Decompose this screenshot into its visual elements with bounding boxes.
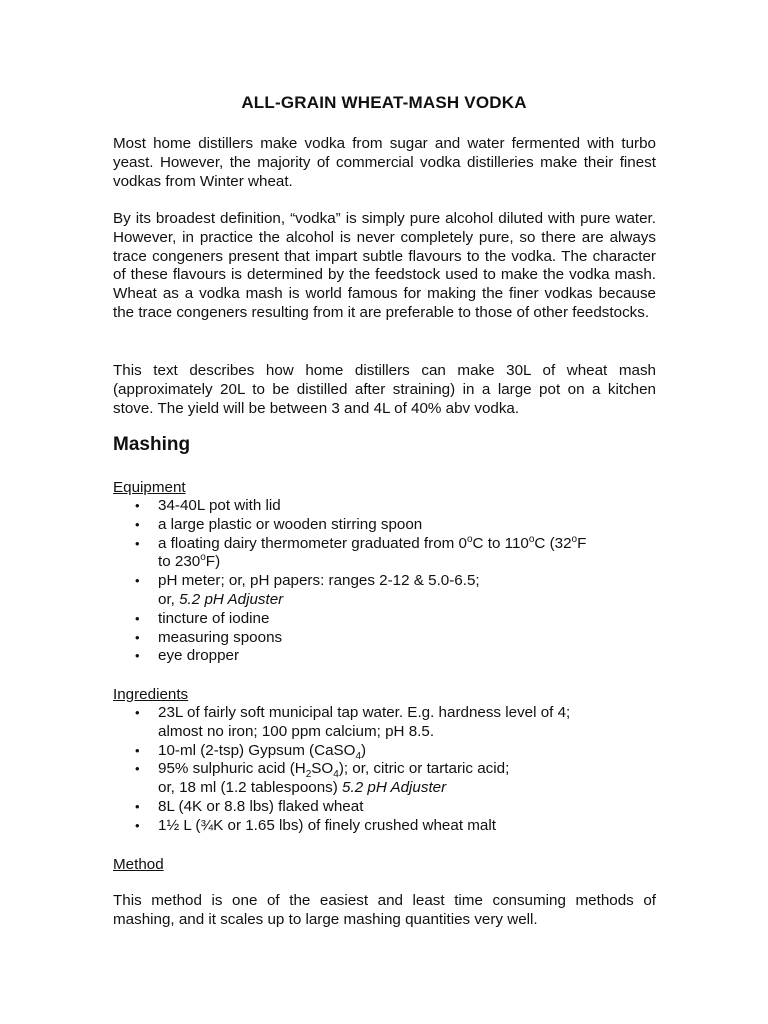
list-item: • pH meter; or, pH papers: ranges 2-12 & 5.0-6.5; or, 5.2 pH Adjuster	[135, 572, 480, 608]
bullet-icon: •	[135, 761, 140, 777]
bullet-icon: •	[135, 648, 140, 664]
equipment-list	[113, 497, 673, 666]
list-item: • 34-40L pot with lid	[135, 497, 281, 514]
bullet-icon: •	[135, 629, 140, 645]
equipment-heading: Equipment	[113, 479, 186, 496]
bullet-icon: •	[135, 535, 140, 551]
list-item: • tincture of iodine	[135, 609, 270, 627]
method-heading: Method	[113, 856, 164, 873]
bullet-icon: •	[135, 817, 140, 833]
bullet-icon: •	[135, 516, 140, 532]
bullet-icon: •	[135, 705, 140, 720]
bullet-icon: •	[135, 798, 140, 814]
list-item: • eye dropper	[135, 647, 240, 665]
intro-paragraph-2: By its broadest definition, “vodka” is simply pure alcohol diluted with pure water. However, in practice the alcohol is never completely pure, so there are always trace congeners present that impart subtle flavours to the vodka. The character of these flavours is determined by the feedstock used to make the vodka mash. Wheat as a vodka mash is world famous for making the finer vodkas because the trace congeners resulting from it are preferable to those of other feedstocks.	[113, 210, 656, 321]
bullet-icon: •	[135, 573, 140, 589]
ingredients-heading: Ingredients	[113, 686, 189, 703]
list-item: • 8L (4K or 8.8 lbs) flaked wheat	[135, 797, 364, 815]
bullet-icon: •	[135, 610, 140, 626]
intro-paragraph-1: Most home distillers make vodka from sugar and water fermented with turbo yeast. However, the majority of commercial vodka distilleries make their finest vodkas from Winter wheat.	[113, 135, 656, 190]
list-item: • 1½ L (¾K or 1.65 lbs) of finely crushed wheat malt	[135, 816, 496, 834]
bullet-icon: •	[135, 742, 140, 758]
list-item: • 95% sulphuric acid $(H_2SO_4)$; or, citric or tartaric acid; or, 18 ml (1.2 tablespoons) 5.2 pH Adjuster	[135, 760, 510, 797]
ingredients-list	[113, 704, 673, 836]
method-paragraph-1: This method is one of the easiest and least time consuming methods of mashing, and it scales up to large mashing quantities very well.	[113, 892, 656, 928]
list-item: • 23L of fairly soft municipal tap water. E.g. hardness level of 4; almost no iron; 100 ppm calcium; pH 8.5.	[135, 704, 571, 740]
list-item: • a large plastic or wooden stirring spoon	[135, 515, 423, 533]
list-item: • measuring spoons	[135, 628, 283, 646]
intro-paragraph-3: This text describes how home distillers can make 30L of wheat mash (approximately 20L to be distilled after straining) in a large pot on a kitchen stove. The yield will be between 3 and 4L of 40% abv vodka.	[113, 362, 656, 417]
list-item: • a floating dairy thermometer graduated from 0$^o$C to 110$^o$C (32$^o$F to 230$^o$F)	[135, 533, 587, 571]
list-item: • 10-ml (2-tsp) Gypsum (CaSO$_4$)	[135, 741, 367, 762]
bullet-icon: •	[135, 498, 140, 513]
document-title: ALL-GRAIN WHEAT-MASH VODKA	[241, 93, 527, 112]
section-heading-mashing: Mashing	[113, 434, 191, 455]
